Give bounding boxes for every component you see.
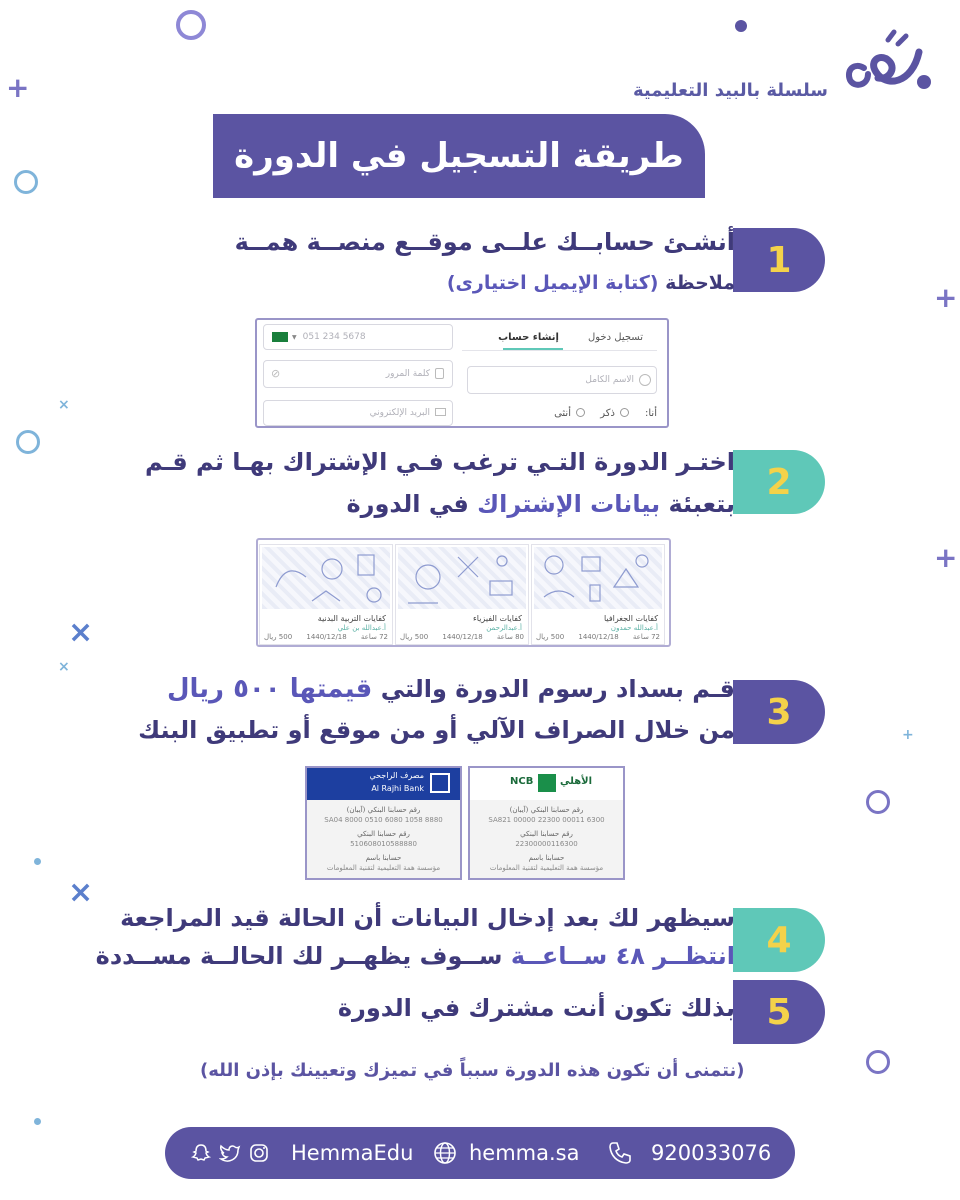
- course-title: كفايات التربية البدنية: [317, 614, 386, 623]
- decor-dot-2: [34, 858, 41, 865]
- course-title: كفايات الفيزياء: [473, 614, 522, 623]
- course-teacher: أ.عبدالله حمدون: [610, 624, 658, 632]
- step-2-line-2: [346, 490, 735, 518]
- male-radio-icon[interactable]: [620, 408, 629, 417]
- course-teacher: أ.عبدالله بن علي: [337, 624, 386, 632]
- step-5-line-1: بذلك تكون أنت مشترك في الدورة: [337, 994, 735, 1022]
- country-dropdown-icon[interactable]: ▼: [292, 333, 297, 341]
- ncb-holder-label: حسابنا باسم: [528, 854, 565, 862]
- closing-message: (نتمنى أن تكون هذه الدورة سبباً في تميزك وتعيينك بإذن الله): [200, 1060, 745, 1081]
- course-meta: [264, 633, 388, 641]
- course-card-illustration: [534, 547, 662, 609]
- gender-label: أنا:: [645, 408, 657, 419]
- brand-logo-text: سلسلة بالبيد التعليمية: [633, 80, 828, 101]
- tab-login[interactable]: تسجيل دخول: [588, 332, 643, 343]
- phone-number[interactable]: 920033076: [651, 1141, 772, 1165]
- alrajhi-name-ar: مصرف الراجحي: [369, 771, 424, 780]
- phone-icon: [607, 1140, 633, 1166]
- footer-website[interactable]: [433, 1127, 580, 1179]
- tab-signup[interactable]: إنشاء حساب: [498, 332, 559, 343]
- full-name-input[interactable]: الاسم الكامل: [467, 366, 657, 394]
- course-meta: [536, 633, 660, 641]
- step-4-line-2-suffix: ســوف يظهــر لك الحالــة مســددة: [95, 942, 511, 970]
- course-title: كفايات الجغرافيا: [603, 614, 658, 623]
- course-teacher: أ.عبدالرحمن: [486, 624, 522, 632]
- decor-plus-1: +: [6, 71, 30, 104]
- step-1-line-1: أنشـئ حسابــك علــى موقــع منصــة همــة: [234, 228, 735, 256]
- course-date: 1440/12/18: [306, 633, 347, 641]
- step-4-line-1: سيظهر لك بعد إدخال البيانات أن الحالة قيد المراجعة: [120, 904, 735, 932]
- alrajhi-logo-icon: [430, 773, 450, 793]
- doodle-pattern-icon: [262, 547, 392, 609]
- alrajhi-name-en: Al Rajhi Bank: [371, 784, 424, 793]
- step-2-line-1: اختـر الدورة التـي ترغب فـي الإشتراك بهـا ثم قـم: [144, 448, 735, 476]
- step-2-highlight: بيانات الإشتراك: [477, 490, 661, 518]
- step-5-badge: 5: [733, 980, 825, 1044]
- step-2-line-2-prefix: بتعبئة: [660, 490, 735, 518]
- step-4-highlight: انتظــر ٤٨ ســاعــة: [510, 942, 735, 970]
- decor-ring-2: [14, 170, 38, 194]
- ncb-logo-icon: [538, 774, 556, 792]
- saudi-flag-icon: [272, 332, 288, 342]
- course-hours: 72 ساعة: [360, 633, 388, 641]
- alrajhi-iban-label: رقم حسابنا البنكي (آيبان): [346, 806, 421, 814]
- course-card[interactable]: [259, 544, 393, 645]
- decor-ring-3: [16, 430, 40, 454]
- course-hours: 72 ساعة: [632, 633, 660, 641]
- eye-hide-icon[interactable]: ⊘: [271, 367, 281, 380]
- ncb-header: [470, 768, 623, 800]
- alrajhi-iban: SA04 8000 0510 6080 1058 8880: [324, 816, 443, 824]
- step-1-line-2: [447, 272, 735, 294]
- step-4-badge: 4: [733, 908, 825, 972]
- course-price: 500 ريال: [536, 633, 565, 641]
- gender-female-label: أنثى: [554, 408, 571, 419]
- decor-ring-5: [866, 1050, 890, 1074]
- doodle-pattern-icon: [534, 547, 664, 609]
- step-3-line-1: [167, 674, 735, 704]
- course-date: 1440/12/18: [578, 633, 619, 641]
- alrajhi-header: [307, 768, 460, 800]
- lock-icon: [435, 368, 444, 379]
- step-4-line-2: [96, 942, 735, 970]
- mail-icon: [435, 408, 446, 416]
- globe-icon: [433, 1141, 457, 1165]
- step-2-badge: 2: [733, 450, 825, 514]
- snapchat-icon[interactable]: [191, 1143, 211, 1163]
- form-divider: [462, 350, 657, 351]
- alrajhi-account: 510608010588880: [350, 840, 417, 848]
- gender-male-label: ذكر: [600, 408, 615, 419]
- decor-plus-4: +: [902, 727, 914, 743]
- decor-cross-3: ×: [58, 659, 70, 675]
- phone-input[interactable]: [263, 324, 453, 350]
- bank-card-alrajhi: [305, 766, 462, 880]
- phone-placeholder: 051 234 5678: [302, 332, 366, 342]
- decor-plus-2: +: [934, 281, 958, 314]
- ncb-account-label: رقم حسابنا البنكي: [520, 830, 573, 838]
- footer-handle[interactable]: [291, 1127, 413, 1179]
- step-3-badge: 3: [733, 680, 825, 744]
- twitter-icon[interactable]: [219, 1143, 241, 1163]
- course-price: 500 ريال: [264, 633, 293, 641]
- step-1-note-label: ملاحظة: [658, 272, 735, 294]
- website-link[interactable]: hemma.sa: [469, 1141, 580, 1165]
- social-icons: [191, 1127, 269, 1179]
- step-2-line-2-suffix: في الدورة: [346, 490, 478, 518]
- step-3-line-2: من خلال الصراف الآلي أو من موقع أو تطبيق البنك: [138, 716, 735, 744]
- decor-plus-3: +: [934, 541, 958, 574]
- contact-footer: [165, 1127, 795, 1179]
- title-banner: [213, 114, 705, 198]
- step-3-price-highlight: قيمتها ٥٠٠ ريال: [166, 674, 373, 704]
- course-card[interactable]: [531, 544, 665, 645]
- ncb-holder: مؤسسة همة التعليمية لتقنية المعلومات: [489, 864, 604, 872]
- course-card[interactable]: [395, 544, 529, 645]
- doodle-pattern-icon: [398, 547, 528, 609]
- step-1-badge: 1: [733, 228, 825, 292]
- registration-form-screenshot: [255, 318, 669, 428]
- page-title: طريقة التسجيل في الدورة: [234, 136, 684, 176]
- course-card-illustration: [262, 547, 390, 609]
- ncb-account: 22300000116300: [515, 840, 578, 848]
- ncb-iban: SA821 00000 22300 00011 6300: [488, 816, 605, 824]
- password-input[interactable]: كلمة المرور: [263, 360, 453, 388]
- female-radio-icon[interactable]: [576, 408, 585, 417]
- email-input[interactable]: البريد الإلكتروني: [263, 400, 453, 426]
- ncb-name-en: NCB: [510, 776, 534, 787]
- ncb-name-ar: الأهلي: [560, 776, 593, 787]
- courses-screenshot: [256, 538, 671, 647]
- decor-ring-1: [176, 10, 206, 40]
- brand-logo: [580, 22, 940, 101]
- decor-ring-4: [866, 790, 890, 814]
- alrajhi-holder: مؤسسة همة التعليمية لتقنية المعلومات: [326, 864, 441, 872]
- hemma-logo-mark-icon: [824, 22, 934, 96]
- course-date: 1440/12/18: [442, 633, 483, 641]
- alrajhi-account-label: رقم حسابنا البنكي: [357, 830, 410, 838]
- decor-cross-1: ×: [58, 397, 70, 413]
- decor-dot-3: [34, 1118, 41, 1125]
- course-hours: 80 ساعة: [496, 633, 524, 641]
- social-handle[interactable]: HemmaEdu: [291, 1141, 414, 1165]
- ncb-iban-label: رقم حسابنا البنكي (آيبان): [509, 806, 584, 814]
- alrajhi-holder-label: حسابنا باسم: [365, 854, 402, 862]
- course-price: 500 ريال: [400, 633, 429, 641]
- step-3-line-1-prefix: قـم بسداد رسوم الدورة والتي: [372, 675, 735, 703]
- decor-cross-2: ×: [68, 615, 94, 650]
- course-card-illustration: [398, 547, 526, 609]
- bank-card-ncb: [468, 766, 625, 880]
- instagram-icon[interactable]: [249, 1143, 269, 1163]
- step-1-note-highlight: (كتابة الإيميل اختيارى): [446, 272, 659, 294]
- decor-cross-4: ×: [68, 875, 94, 910]
- course-meta: [400, 633, 524, 641]
- footer-phone[interactable]: [607, 1127, 771, 1179]
- user-icon: [639, 374, 651, 386]
